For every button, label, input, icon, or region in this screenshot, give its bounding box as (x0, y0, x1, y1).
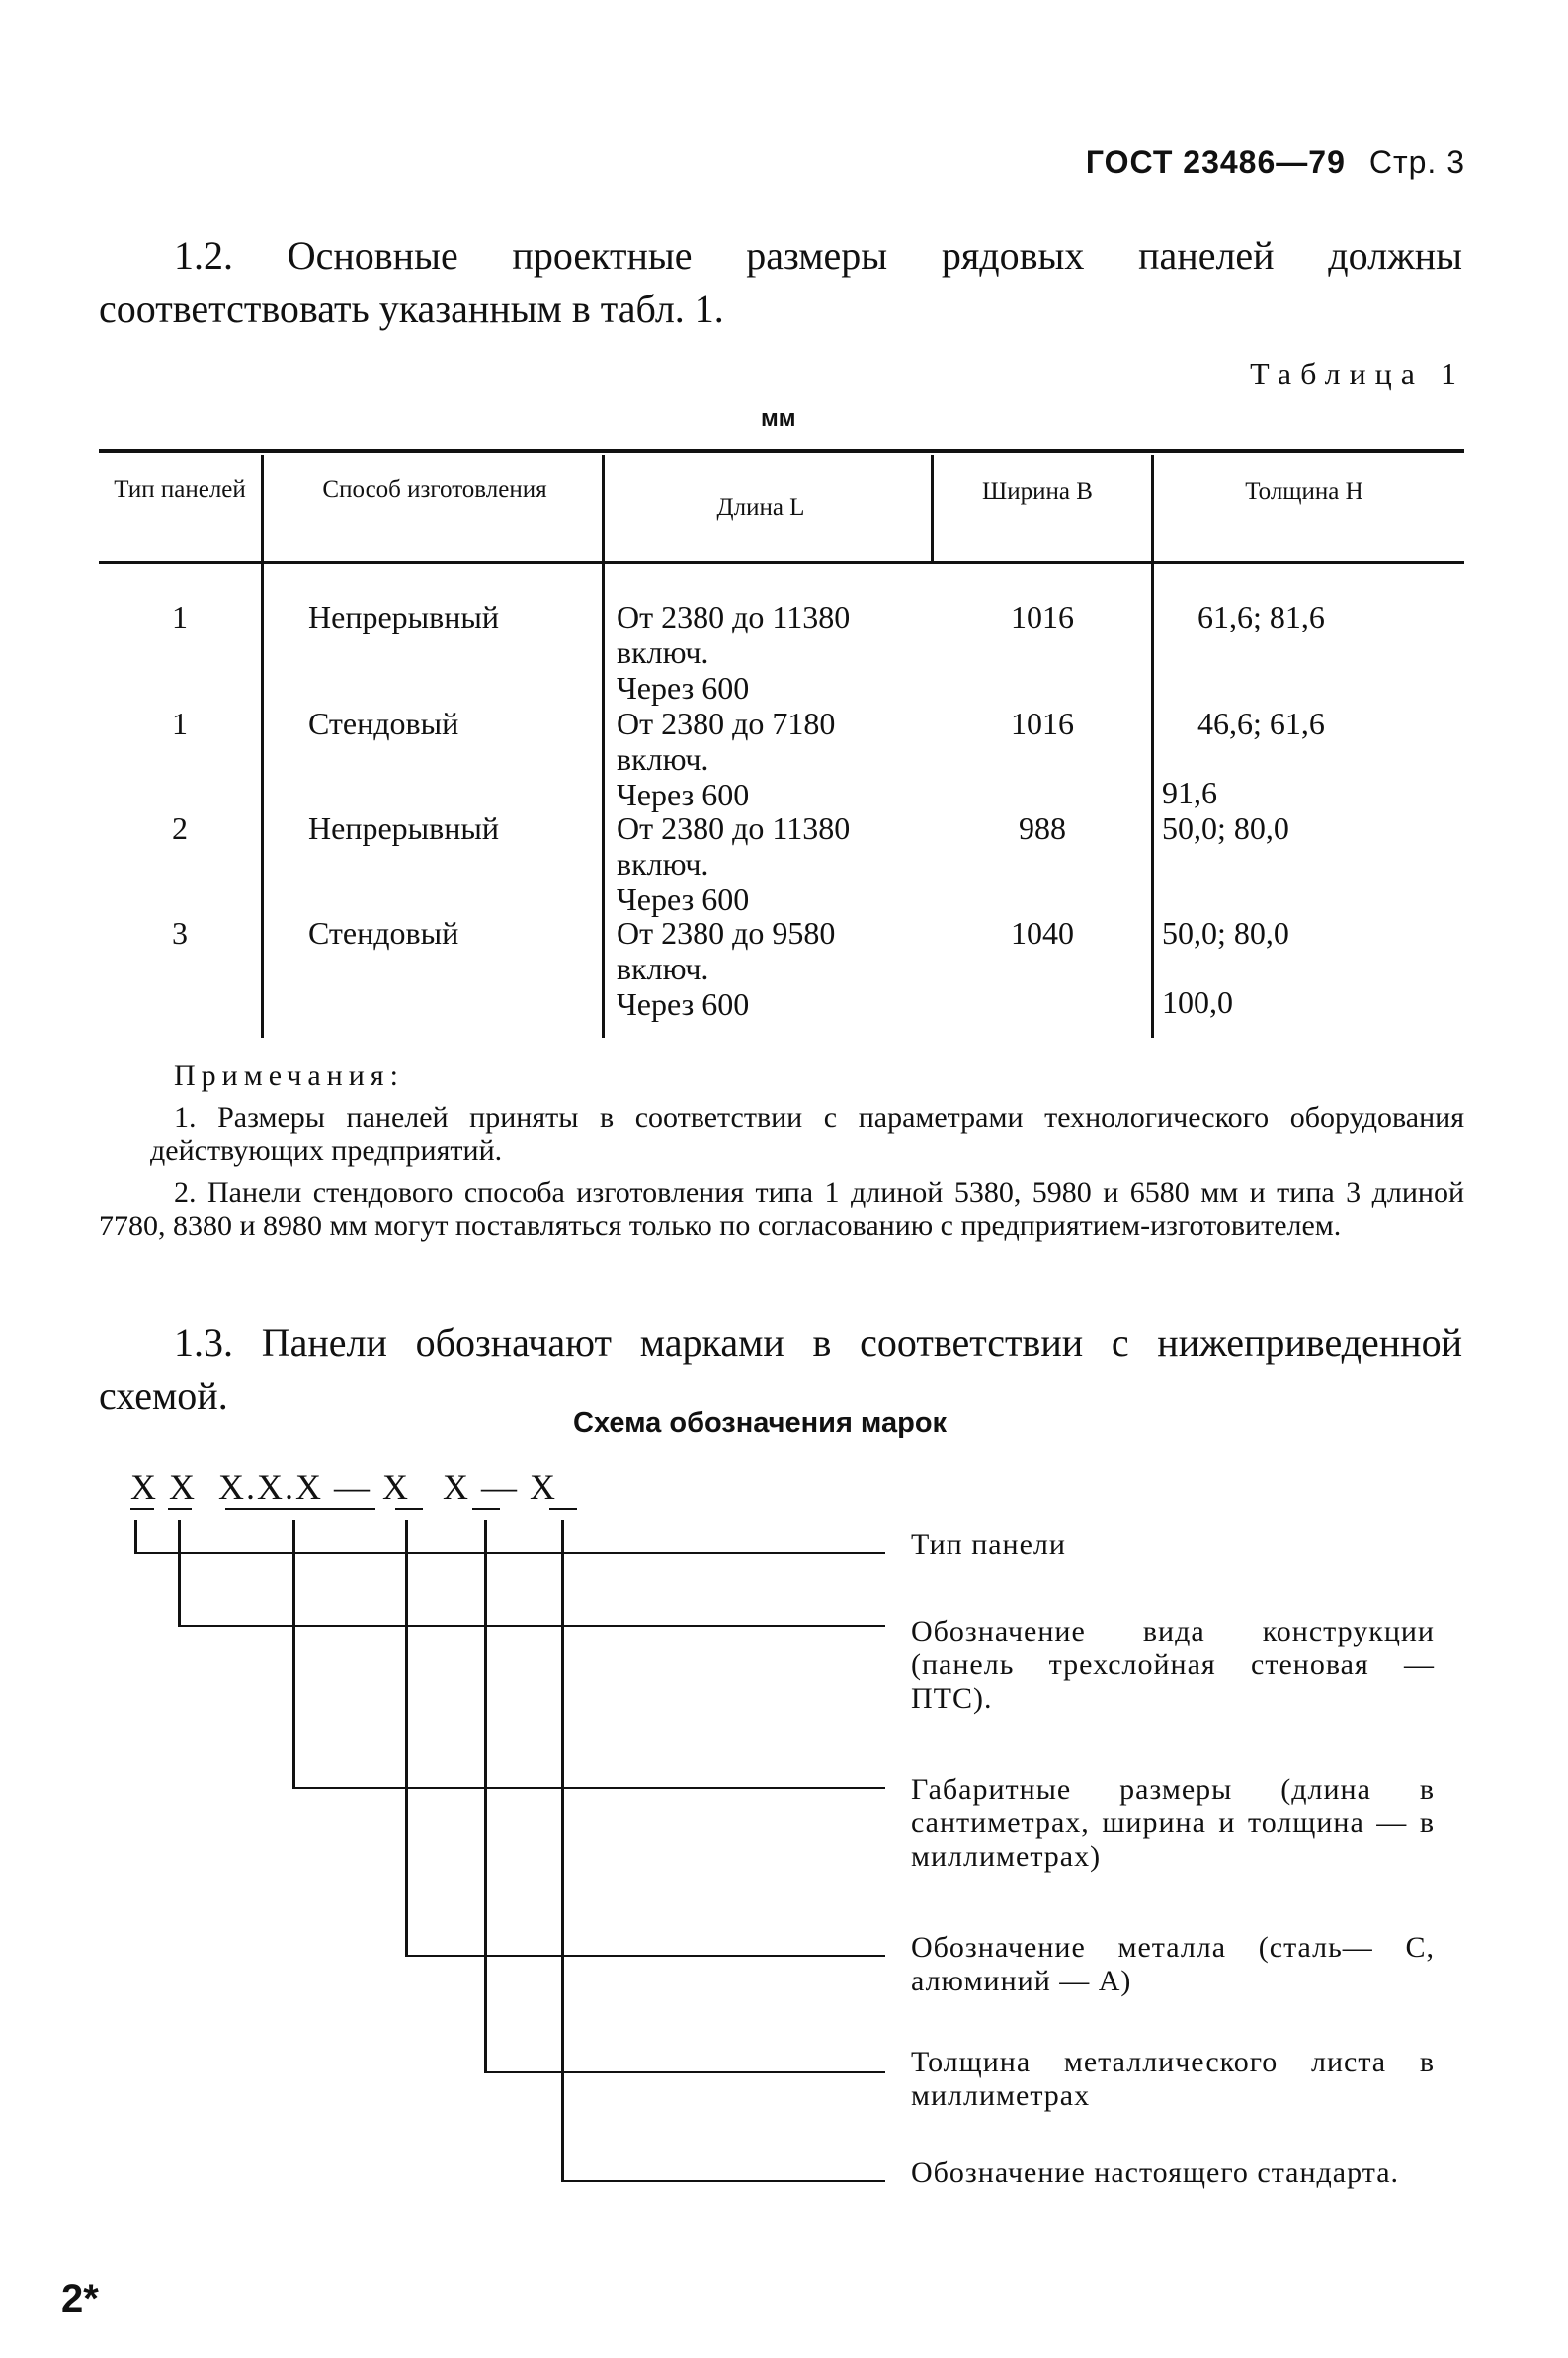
table-cell-width: 1016 (1011, 599, 1074, 634)
page-header (1086, 144, 1465, 181)
schema-connector (134, 1520, 137, 1554)
schema-label-dimensions: Габаритные размеры (длина в сантиметрах, ширина и толщина — в миллиметрах) (911, 1773, 1435, 1873)
paragraph-1-3: 1.3. Панели обозначают марками в соответствии с нижеприведенной схемой. (99, 1320, 1462, 1418)
table-caption: Таблица 1 (1250, 356, 1465, 391)
table-cell-type: 1 (172, 706, 188, 741)
schema-leader (405, 1955, 885, 1957)
table-cell-width: 988 (1019, 810, 1066, 846)
page-number: Стр. 3 (1368, 144, 1465, 180)
schema-leader (134, 1552, 885, 1554)
table-cell-type: 2 (172, 810, 188, 846)
table-cell-length-line: От 2380 до 7180 (617, 706, 836, 741)
table-top-rule (99, 449, 1464, 453)
table-cell-length (617, 706, 923, 812)
paragraph-1-2: 1.2. Основные проектные размеры рядовых панелей должны соответствовать указанным в табл. 1. (99, 233, 1462, 331)
table-col-divider (931, 455, 934, 563)
schema-label-sheet-thickness: Толщина металлического листа в миллиметрах (911, 2046, 1435, 2112)
table-col-divider (602, 455, 605, 1038)
page-footer-mark: 2* (61, 2277, 99, 2320)
table-cell-method: Непрерывный (308, 599, 499, 634)
table-header-type: Тип панелей (114, 476, 246, 503)
table-header-length: Длина L (716, 494, 805, 521)
schema-connector (561, 1520, 564, 2182)
table-cell-length-line: включ. (617, 846, 709, 882)
table-header-method: Способ изготовления (322, 476, 547, 503)
table-cell-length (617, 810, 923, 917)
table-cell-thickness: 100,0 (1162, 984, 1233, 1020)
notes-title: Примечания: (174, 1059, 404, 1092)
table-cell-type: 3 (172, 915, 188, 951)
schema-code-underline (130, 1508, 154, 1510)
schema-connector (484, 1520, 487, 2073)
table-cell-thickness: 46,6; 61,6 (1197, 706, 1325, 741)
schema-code: X X X.X.X — X X — X (130, 1468, 557, 1507)
table-cell-length-line: включ. (617, 634, 709, 670)
table-cell-length-line: включ. (617, 741, 709, 777)
schema-label-construction: Обозначение вида конструкции (панель трехслойная стеновая — ПТС). (911, 1615, 1435, 1715)
table-cell-length-line: От 2380 до 9580 (617, 915, 836, 951)
table-cell-thickness: 50,0; 80,0 (1162, 915, 1289, 951)
table-cell-length-line: От 2380 до 11380 (617, 599, 851, 634)
table-header-rule (99, 561, 1464, 564)
schema-leader (292, 1787, 885, 1789)
table-cell-width: 1040 (1011, 915, 1074, 951)
table-cell-thickness: 61,6; 81,6 (1197, 599, 1325, 634)
note-item: 1. Размеры панелей приняты в соответствии с параметрами технологического оборудования действующих предприятий. (150, 1101, 1464, 1167)
table-cell-thickness: 91,6 (1162, 775, 1217, 810)
table-cell-length-line: включ. (617, 951, 709, 986)
table-cell-length (617, 599, 923, 706)
table-cell-method: Непрерывный (308, 810, 499, 846)
table-cell-length-line: Через 600 (617, 882, 750, 917)
schema-connector (405, 1520, 408, 1957)
schema-code-underline (549, 1508, 577, 1510)
schema-connector (292, 1520, 295, 1789)
table-cell-method: Стендовый (308, 706, 459, 741)
table-col-divider (1151, 455, 1154, 1038)
schema-label-standard: Обозначение настоящего стандарта. (911, 2156, 1400, 2189)
table-cell-width: 1016 (1011, 706, 1074, 741)
table-cell-type: 1 (172, 599, 188, 634)
schema-leader (484, 2071, 885, 2073)
table-header-thickness: Толщина H (1245, 478, 1363, 505)
table-header-width: Ширина B (982, 478, 1093, 505)
schema-label-metal: Обозначение металла (сталь— С, алюминий — А) (911, 1931, 1435, 1997)
schema-code-underline (395, 1508, 423, 1510)
note-item: 2. Панели стендового способа изготовления типа 1 длиной 5380, 5980 и 6580 мм и типа 3 длиной 7780, 8380 и 8980 мм могут поставляться только по согласованию с предприятием-изготовителем. (99, 1176, 1464, 1242)
schema-leader (178, 1625, 885, 1627)
table-cell-length-line: Через 600 (617, 670, 750, 706)
schema-leader (561, 2180, 885, 2182)
schema-code-underline (472, 1508, 500, 1510)
table-cell-length-line: Через 600 (617, 777, 750, 812)
table-cell-length-line: От 2380 до 11380 (617, 810, 851, 846)
table-cell-length (617, 915, 923, 1022)
table-units: мм (761, 405, 796, 432)
schema-code-underline (168, 1508, 192, 1510)
schema-title: Схема обозначения марок (573, 1407, 948, 1439)
table-cell-thickness: 50,0; 80,0 (1162, 810, 1289, 846)
schema-label-panel-type: Тип панели (911, 1528, 1066, 1560)
gost-number: ГОСТ 23486—79 (1085, 144, 1346, 180)
table-col-divider (261, 455, 264, 1038)
table-cell-length-line: Через 600 (617, 986, 750, 1022)
table-cell-method: Стендовый (308, 915, 459, 951)
schema-code-underline (225, 1508, 375, 1510)
schema-connector (178, 1520, 181, 1627)
